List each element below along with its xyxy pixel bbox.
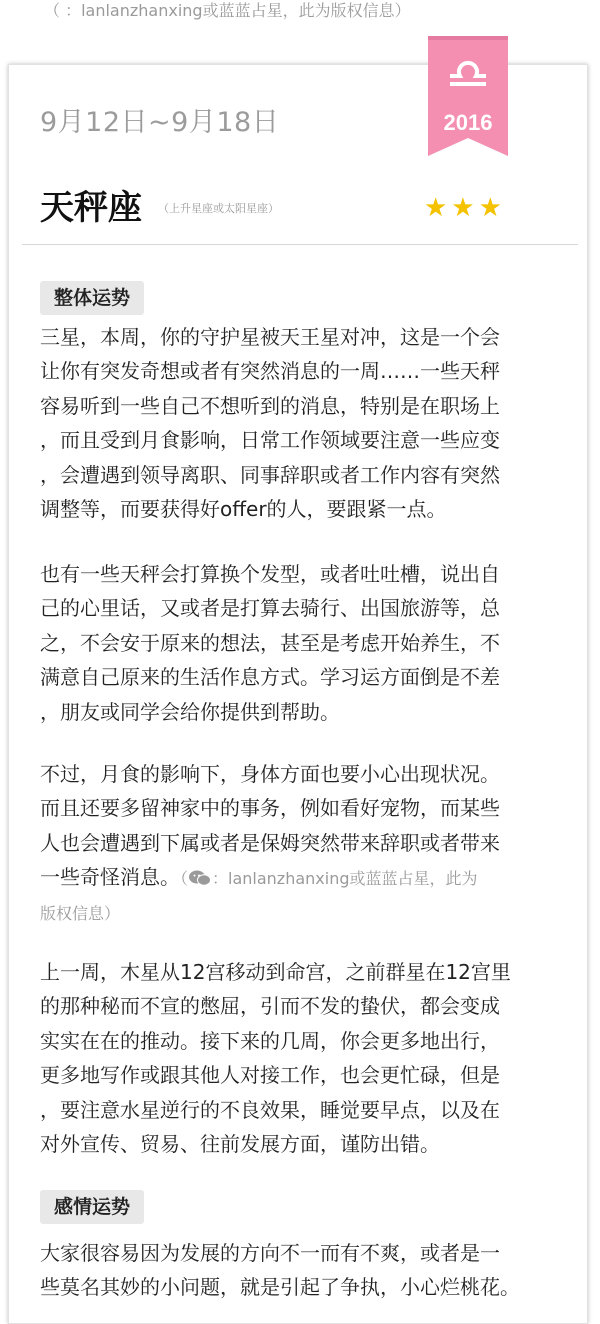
section-label-overall: 整体运势 (40, 281, 144, 315)
text-line: 三星，本周，你的守护星被天王星对冲，这是一个会 (40, 325, 500, 349)
text-fragment: 一些奇怪消息。 (40, 865, 180, 890)
divider (22, 244, 578, 245)
watermark-tail: 版权信息） (40, 903, 121, 923)
text-line: 些莫名其妙的小问题，就是引起了争执，小心烂桃花。 (40, 1275, 520, 1300)
text-line: 之，不会安于原来的想法，甚至是考虑开始养生，不 (40, 630, 500, 655)
watermark-text: ：lanlanzhanxing或蓝蓝占星，此为 (212, 869, 478, 889)
text-line: 的那种秘而不宣的憋屈，引而不发的蛰伏，都会变成 (40, 994, 500, 1019)
text-line: 实实在在的推动。接下来的几周，你会更多地出行， (40, 1028, 500, 1053)
text-line: 己的心里话，又或者是打算去骑行、出国旅游等，总 (40, 596, 500, 621)
rating-stars: ★★★ (424, 193, 506, 223)
text-line: 容易听到一些自己不想听到的消息，特别是在职场上 (40, 393, 500, 418)
text-line: 更多地写作或跟其他人对接工作，也会更忙碌，但是 (40, 1063, 500, 1088)
text-line: 调整等，而要获得好offer的人，要跟紧一点。 (40, 497, 447, 522)
text-line: 大家很容易因为发展的方向不一而有不爽，或者是一 (40, 1241, 500, 1265)
text-line: 不过，月食的影响下，身体方面也要小心出现状况。 (40, 762, 500, 786)
ribbon-badge (428, 36, 508, 156)
text-line: 对外宣传、贸易、往前发展方面，谨防出错。 (40, 1132, 440, 1157)
wechat-icon (188, 869, 212, 887)
paragraph-overall-3 (40, 757, 560, 931)
section-label-love: 感情运势 (40, 1190, 144, 1224)
paragraph-overall-2 (40, 557, 560, 729)
text-line: 人也会遭遇到下属或者是保姆突然带来辞职或者带来 (40, 830, 500, 855)
watermark-open: （ (180, 869, 189, 889)
copyright-line: （ ：lanlanzhanxing或蓝蓝占星，此为版权信息） (44, 1, 411, 20)
text-line: 满意自己原来的生活作息方式。学习运方面倒是不差 (40, 665, 500, 690)
sign-subtitle: （上升星座或太阳星座） (158, 202, 279, 215)
sign-title: 天秤座 (40, 188, 142, 228)
ribbon-year: 2016 (443, 110, 493, 135)
text-line: ，朋友或同学会给你提供到帮助。 (40, 699, 340, 724)
text-line: ，会遭遇到领导离职、同事辞职或者工作内容有突然 (40, 462, 500, 487)
date-range: 9月12日~9月18日 (40, 107, 280, 138)
paragraph-overall-1 (40, 320, 560, 526)
text-line: ，要注意水星逆行的不良效果，睡觉要早点，以及在 (40, 1097, 500, 1122)
text-line: 上一周，木星从12宫移动到命宫，之前群星在12宫里 (40, 960, 511, 984)
text-line: 而且还要多留神家中的事务，例如看好宠物，而某些 (40, 796, 500, 821)
paragraph-overall-4 (40, 955, 560, 1161)
text-line: 让你有突发奇想或者有突然消息的一周……一些天秤 (40, 359, 500, 384)
text-line-with-watermark (40, 860, 560, 896)
text-line: ，而且受到月食影响，日常工作领域要注意一些应变 (40, 428, 500, 453)
text-line: 也有一些天秤会打算换个发型，或者吐吐槽，说出自 (40, 562, 500, 586)
paragraph-love-1 (40, 1236, 560, 1305)
